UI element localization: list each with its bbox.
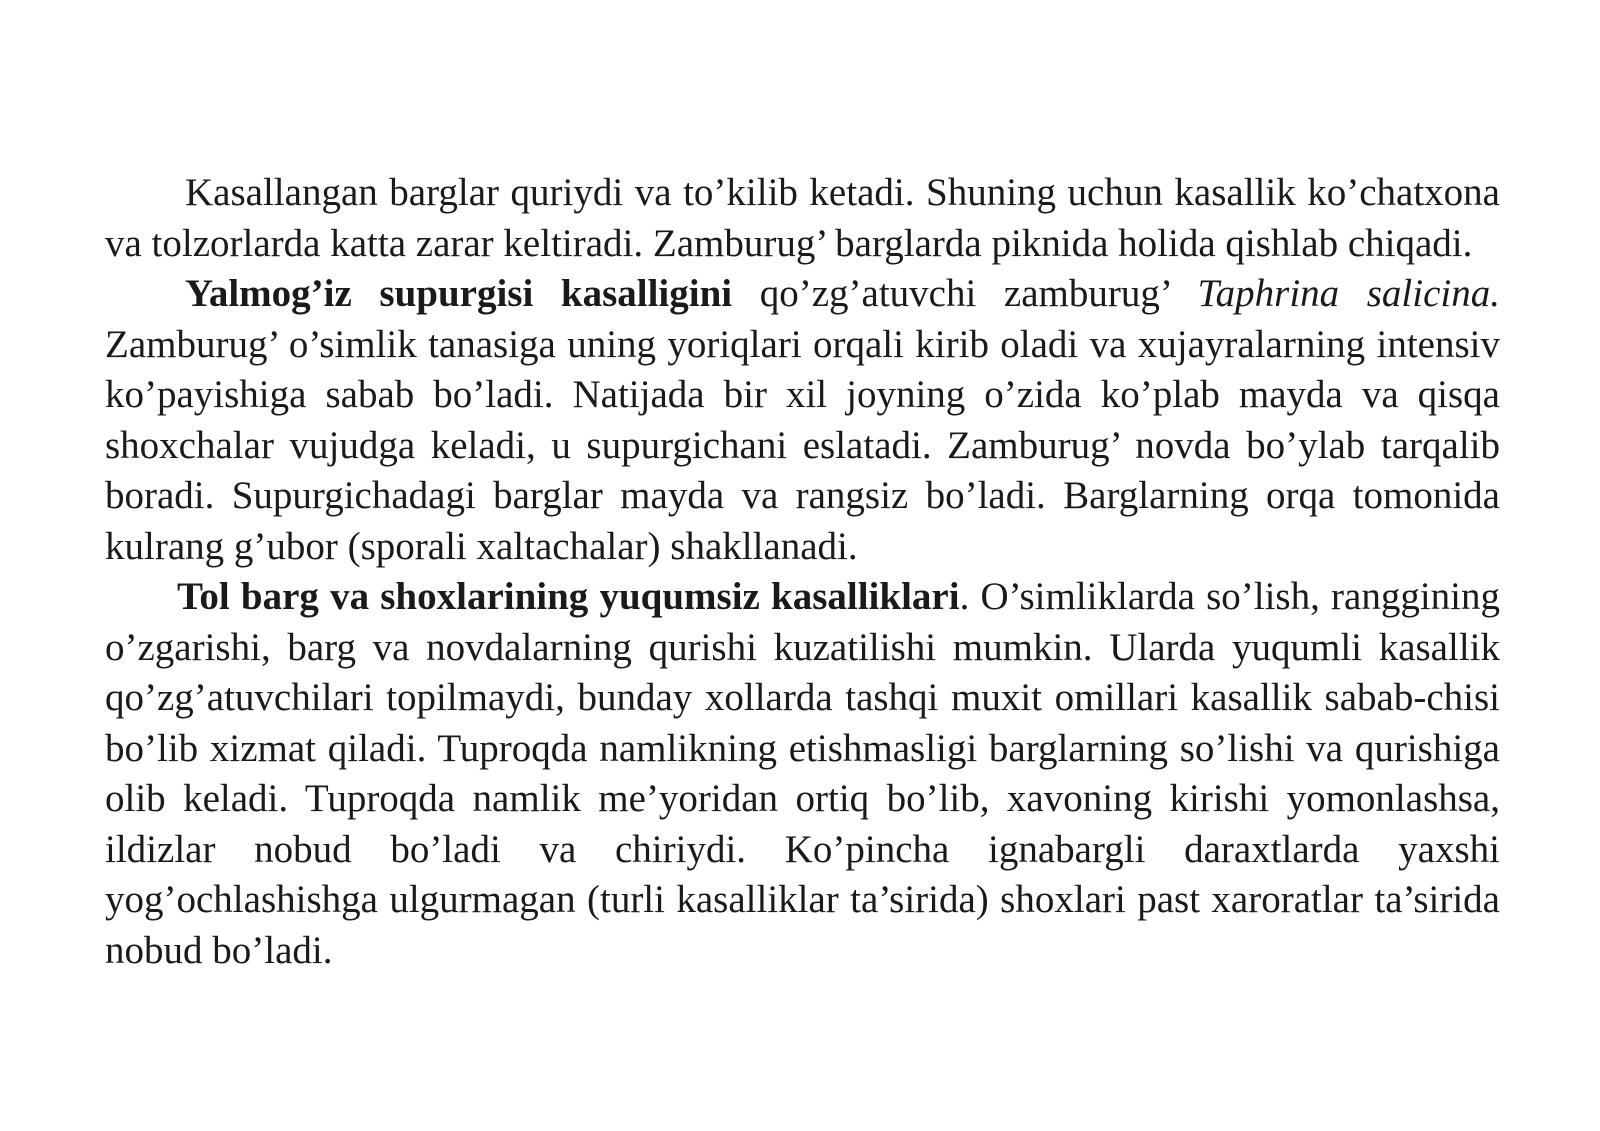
paragraph-3-heading: Tol barg va shoxlarining yuqumsiz kasalliklari — [177, 575, 960, 618]
species-name: Taphrina salicina. — [1197, 272, 1500, 315]
document-page — [105, 168, 1500, 976]
paragraph-2 — [105, 269, 1500, 572]
paragraph-3-text: . O’simliklarda so’lish, ranggining o’zgarishi, barg va novdalarning qurishi kuzatilishi mumkin. Ularda yuqumli kasallik qo’zg’atuvchilari topilmaydi, bunday xollarda tashqi muxit omillari kasallik sabab-chisi bo’lib xizmat qiladi. Tuproqda namlikning etishmasligi barglarning so’lishi va qurishiga olib keladi. Tuproqda namlik me’yoridan ortiq bo’lib, xavoning kirishi yomonlashsa, ildizlar nobud bo’ladi va chiriydi. Ko’pincha ignabargli daraxtlarda yaxshi yog’ochlashishga ulgurmagan (turli kasalliklar ta’sirida) shoxlari past xaroratlar ta’sirida nobud bo’ladi. — [105, 575, 1500, 972]
paragraph-1 — [105, 168, 1500, 269]
paragraph-2-text-start: qo’zg’atuvchi zamburug’ — [732, 272, 1198, 315]
paragraph-3 — [105, 572, 1500, 976]
paragraph-2-heading: Yalmog’iz supurgisi kasalligini — [185, 272, 733, 315]
paragraph-2-text-rest: Zamburug’ o’simlik tanasiga uning yoriqlari orqali kirib oladi va xujayralarning intensiv ko’payishiga sabab bo’ladi. Natijada bir xil joyning o’zida ko’plab mayda va qisqa shoxchalar vujudga keladi, u supurgichani eslatadi. Zamburug’ novda bo’ylab tarqalib boradi. Supurgichadagi barglar mayda va rangsiz bo’ladi. Barglarning orqa tomonida kulrang g’ubor (sporali xaltachalar) shakllanadi. — [105, 322, 1500, 568]
paragraph-1-text: Kasallangan barglar quriydi va to’kilib ketadi. Shuning uchun kasallik ko’chatxona va tolzorlarda katta zarar keltiradi. Zamburug’ barglarda piknida holida qishlab chiqadi. — [105, 171, 1500, 265]
